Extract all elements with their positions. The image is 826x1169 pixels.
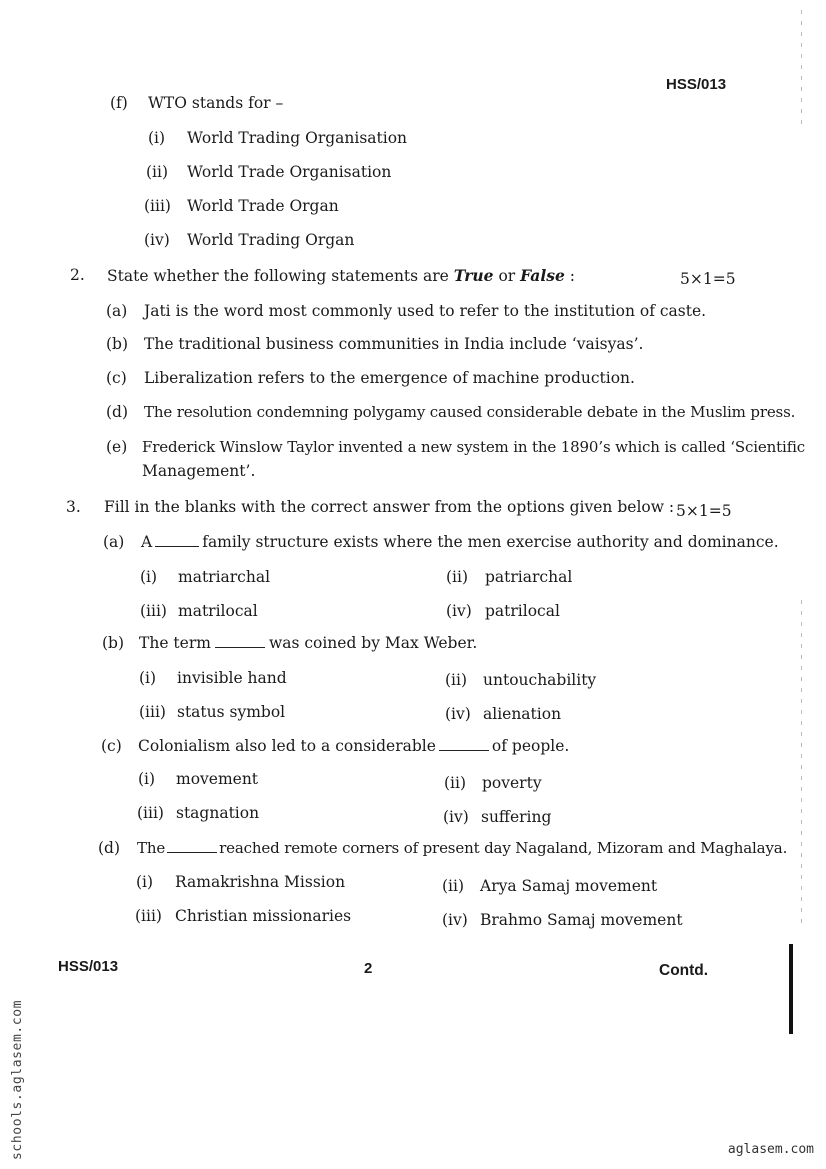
q3-item-post: reached remote corners of present day Nagaland, Mizoram and Maghalaya.	[219, 839, 788, 857]
q2-item-text: The traditional business communities in India include ‘vaisyas’.	[144, 335, 644, 353]
q1f-option-text: World Trade Organ	[187, 197, 339, 215]
q2-item-text: The resolution condemning polygamy caused considerable debate in the Muslim press.	[144, 403, 796, 421]
footer-code: HSS/013	[58, 958, 119, 975]
q3-item-post: was coined by Max Weber.	[268, 634, 478, 652]
q2-item-num: (c)	[106, 369, 127, 387]
q1f-option-num: (iv)	[144, 231, 170, 249]
q3-option-num: (iv)	[445, 705, 471, 723]
q3-number: 3.	[66, 498, 81, 516]
q3-option-num: (i)	[139, 669, 157, 687]
q3-option-num: (iv)	[442, 911, 468, 929]
q3-instruction: Fill in the blanks with the correct answer from the options given below :	[104, 498, 675, 516]
fill-blank	[215, 646, 265, 648]
q2-item-num: (a)	[106, 302, 128, 320]
q2-item-text: Jati is the word most commonly used to refer to the institution of caste.	[144, 302, 707, 320]
q3-item-num: (d)	[98, 839, 121, 857]
q2-item-text: Frederick Winslow Taylor invented a new system in the 1890’s which is called ‘Scientific	[142, 438, 805, 456]
bottom-watermark: aglasem.com	[727, 1142, 814, 1157]
q3-item-pre: The term	[139, 634, 211, 652]
q2-intro: State whether the following statements are	[107, 267, 454, 285]
q3-item-text	[141, 533, 779, 551]
q3-option-text: Brahmo Samaj movement	[480, 911, 683, 929]
q2-item-num: (d)	[106, 403, 129, 421]
q2-colon: :	[564, 267, 575, 285]
fill-blank	[167, 851, 217, 853]
q3-option-text: matrilocal	[178, 602, 258, 620]
q3-item-num: (a)	[103, 533, 125, 551]
fill-blank	[439, 749, 489, 751]
q3-option-text: patriarchal	[485, 568, 573, 586]
q3-option-text: status symbol	[177, 703, 286, 721]
q3-option-num: (iii)	[135, 907, 162, 925]
q3-option-num: (iii)	[140, 602, 167, 620]
q3-option-text: invisible hand	[177, 669, 287, 687]
q3-option-text: Arya Samaj movement	[480, 877, 658, 895]
q3-option-num: (iv)	[446, 602, 472, 620]
q3-option-num: (i)	[136, 873, 154, 891]
q1f-option-text: World Trade Organisation	[187, 163, 392, 181]
q3-option-text: Christian missionaries	[175, 907, 352, 925]
q3-option-num: (i)	[140, 568, 158, 586]
q3-option-num: (ii)	[442, 877, 465, 895]
q1f-text: WTO stands for –	[148, 94, 284, 112]
q3-item-pre: The	[137, 839, 166, 857]
scan-edge-dots	[801, 600, 802, 930]
q3-option-text: alienation	[483, 705, 562, 723]
q3-option-num: (ii)	[445, 671, 468, 689]
q3-marks: 5×1=5	[676, 502, 732, 520]
q2-true-word: True	[453, 266, 494, 285]
header-code: HSS/013	[666, 76, 727, 93]
q3-option-num: (iv)	[443, 808, 469, 826]
q2-item-num: (e)	[106, 438, 128, 456]
q3-option-text: patrilocal	[485, 602, 560, 620]
scan-edge-line	[789, 944, 793, 1034]
q3-option-text: matriarchal	[178, 568, 271, 586]
q3-option-text: untouchability	[483, 671, 597, 689]
q1f-option-num: (i)	[148, 129, 166, 147]
contd-label: Contd.	[659, 962, 709, 979]
q2-item-text-continued: Management’.	[142, 462, 256, 480]
q3-option-text: stagnation	[176, 804, 260, 822]
q1f-option-text: World Trading Organ	[187, 231, 355, 249]
q3-option-text: poverty	[482, 774, 542, 792]
q3-option-text: movement	[176, 770, 259, 788]
q3-item-text	[139, 634, 477, 652]
fill-blank	[155, 545, 199, 547]
q2-item-text: Liberalization refers to the emergence of machine production.	[144, 369, 635, 387]
q3-item-post: family structure exists where the men exercise authority and dominance.	[202, 533, 779, 551]
q3-option-num: (ii)	[444, 774, 467, 792]
q3-option-text: Ramakrishna Mission	[175, 873, 346, 891]
q2-instruction	[107, 266, 575, 285]
q3-item-text	[137, 839, 787, 857]
q3-option-num: (iii)	[137, 804, 164, 822]
q2-marks: 5×1=5	[680, 270, 736, 288]
q1f-option-num: (ii)	[146, 163, 169, 181]
q3-option-num: (ii)	[446, 568, 469, 586]
q2-false-word: False	[520, 266, 565, 285]
q3-item-num: (c)	[101, 737, 122, 755]
q1f-option-num: (iii)	[144, 197, 171, 215]
q3-item-text	[138, 737, 569, 755]
q3-option-num: (i)	[138, 770, 156, 788]
q2-number: 2.	[70, 266, 85, 284]
side-watermark: schools.aglasem.com	[10, 999, 25, 1160]
q1f-label: (f)	[110, 94, 128, 112]
q1f-option-text: World Trading Organisation	[187, 129, 408, 147]
page-number: 2	[364, 960, 373, 977]
q3-item-post: of people.	[491, 737, 570, 755]
q3-item-pre: A	[141, 533, 153, 551]
scan-edge-dots	[801, 10, 802, 130]
q3-item-num: (b)	[102, 634, 125, 652]
q2-or-word: or	[493, 267, 521, 285]
q3-item-pre: Colonialism also led to a considerable	[138, 737, 436, 755]
q2-item-num: (b)	[106, 335, 129, 353]
q3-option-num: (iii)	[139, 703, 166, 721]
q3-option-text: suffering	[481, 808, 552, 826]
